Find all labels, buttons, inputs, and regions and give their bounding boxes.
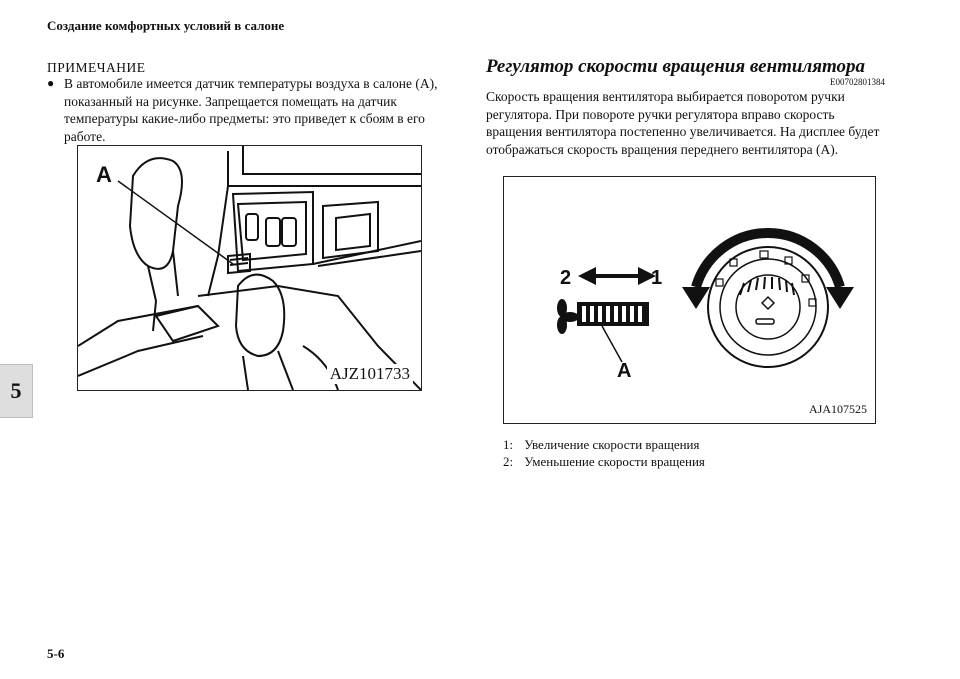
fan-dial-illustration: [504, 177, 875, 423]
section-title: Регулятор скорости вращения вентилятора: [486, 56, 866, 77]
figure2-label-1: 1: [651, 267, 663, 289]
chapter-tab: 5: [0, 364, 33, 418]
page-header: Создание комфортных условий в салоне: [47, 18, 285, 33]
note-title: ПРИМЕЧАНИЕ: [47, 60, 146, 75]
figure2-label-2: 2: [560, 267, 572, 289]
figure2-label-a: A: [617, 360, 632, 382]
fan-speed-display: [577, 302, 649, 326]
figure1-label-a: A: [96, 162, 112, 187]
figure-sensor-location: [77, 145, 422, 391]
note-body: [47, 75, 462, 145]
legend-num: 2:: [503, 454, 514, 469]
legend-num: 1:: [503, 437, 514, 452]
fan-icon: [557, 299, 579, 334]
legend-text: Уменьшение скорости вращения: [524, 454, 705, 469]
fan-speed-knob: [708, 247, 828, 367]
double-arrow-icon: [578, 267, 656, 285]
legend-item: [503, 453, 705, 470]
bullet-icon: ●: [47, 76, 55, 90]
page-number: 5-6: [47, 646, 65, 661]
figure-legend: [503, 436, 705, 470]
section-body: Скорость вращения вентилятора выбирается поворотом ручки регулятора. При повороте ручки регулятора вправо скорость вращения вентилятора постепенно увеличивается. На дисплее будет отображаться скорость вращения переднего вентилятора (A).: [486, 89, 880, 157]
legend-item: [503, 436, 705, 453]
section-code: E00702801384: [830, 77, 885, 87]
console-illustration: [78, 146, 421, 390]
legend-text: Увеличение скорости вращения: [524, 437, 700, 452]
note-text: В автомобиле имеется датчик температуры воздуха в салоне (A), показанный на рисунке. Запрещается помещать на датчик температуры какие-либо предметы: это приведет к сбоям в его работе.: [64, 76, 438, 144]
figure2-code: AJA107525: [808, 402, 867, 416]
figure-fan-dial: [503, 176, 876, 424]
figure1-code: AJZ101733: [327, 364, 413, 384]
